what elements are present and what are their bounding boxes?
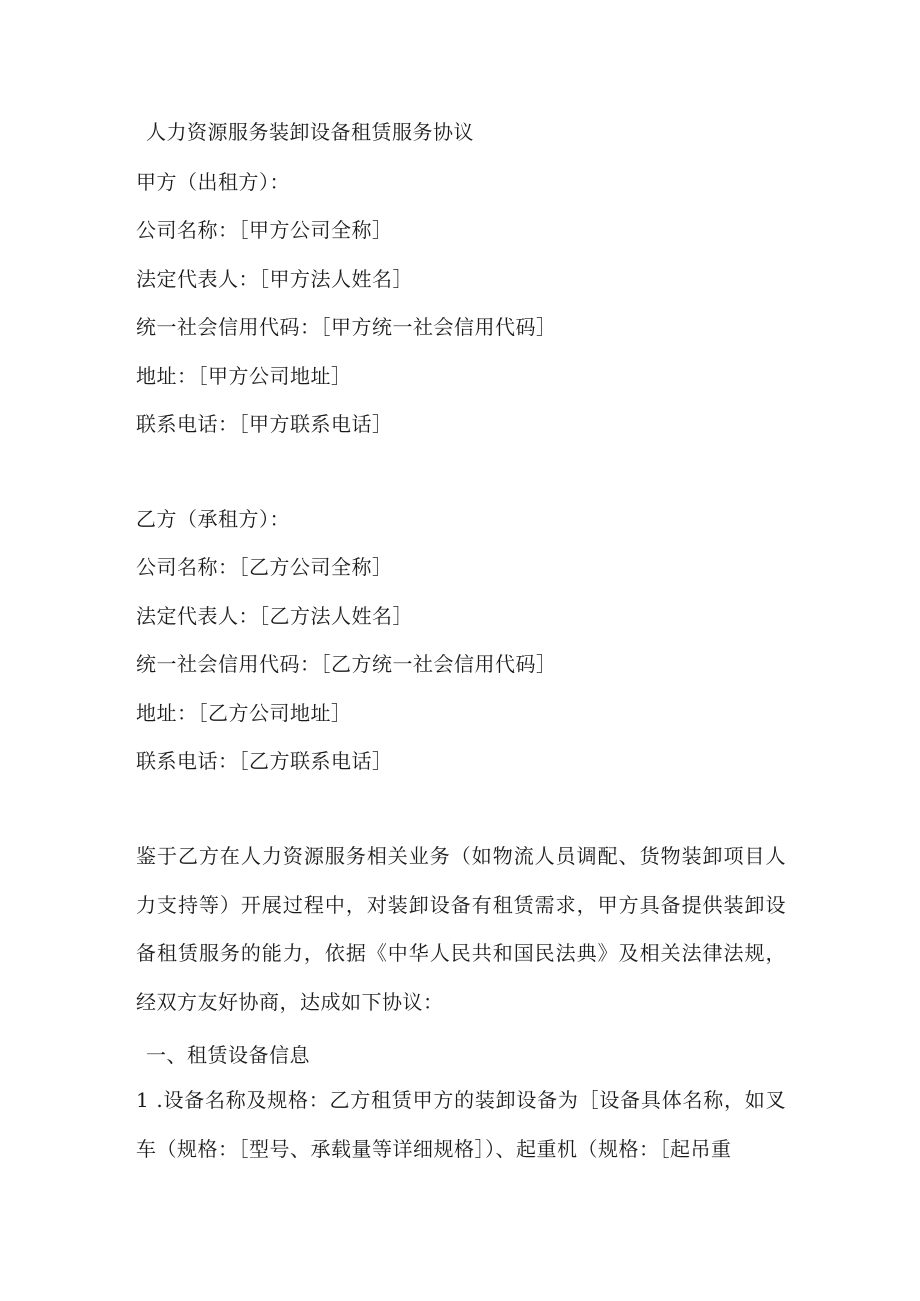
party-a-legal-rep: 法定代表人：［甲方法人姓名］ xyxy=(136,267,413,291)
document-title: 人力资源服务装卸设备租赁服务协议 xyxy=(146,120,474,144)
party-a-phone: 联系电话：［甲方联系电话］ xyxy=(136,412,393,436)
party-a-heading: 甲方（出租方）： xyxy=(136,170,290,194)
party-b-heading: 乙方（承租方）： xyxy=(136,507,290,531)
section-1-item-1: 1 .设备名称及规格：乙方租赁甲方的装卸设备为［设备具体名称，如叉车（规格：［型号、承载量等详细规格］）、起重机（规格：［起吊重 xyxy=(136,1088,786,1161)
party-b-legal-rep: 法定代表人：［乙方法人姓名］ xyxy=(136,604,413,628)
section-1-heading: 一、租赁设备信息 xyxy=(146,1043,310,1067)
party-a-company-name: 公司名称：［甲方公司全称］ xyxy=(136,218,393,242)
party-b-address: 地址：［乙方公司地址］ xyxy=(136,701,352,725)
preamble-paragraph: 鉴于乙方在人力资源服务相关业务（如物流人员调配、货物装卸项目人力支持等）开展过程中，对装卸设备有租赁需求，甲方具备提供装卸设备租赁服务的能力，依据《中华人民共和国民法典》及相关法律法规，经双方友好协商，达成如下协议： xyxy=(136,844,786,1014)
party-b-company-name: 公司名称：［乙方公司全称］ xyxy=(136,555,393,579)
party-b-credit-code: 统一社会信用代码：［乙方统一社会信用代码］ xyxy=(136,652,557,676)
party-a-credit-code: 统一社会信用代码：［甲方统一社会信用代码］ xyxy=(136,315,557,339)
party-a-address: 地址：［甲方公司地址］ xyxy=(136,364,352,388)
party-b-phone: 联系电话：［乙方联系电话］ xyxy=(136,749,393,773)
